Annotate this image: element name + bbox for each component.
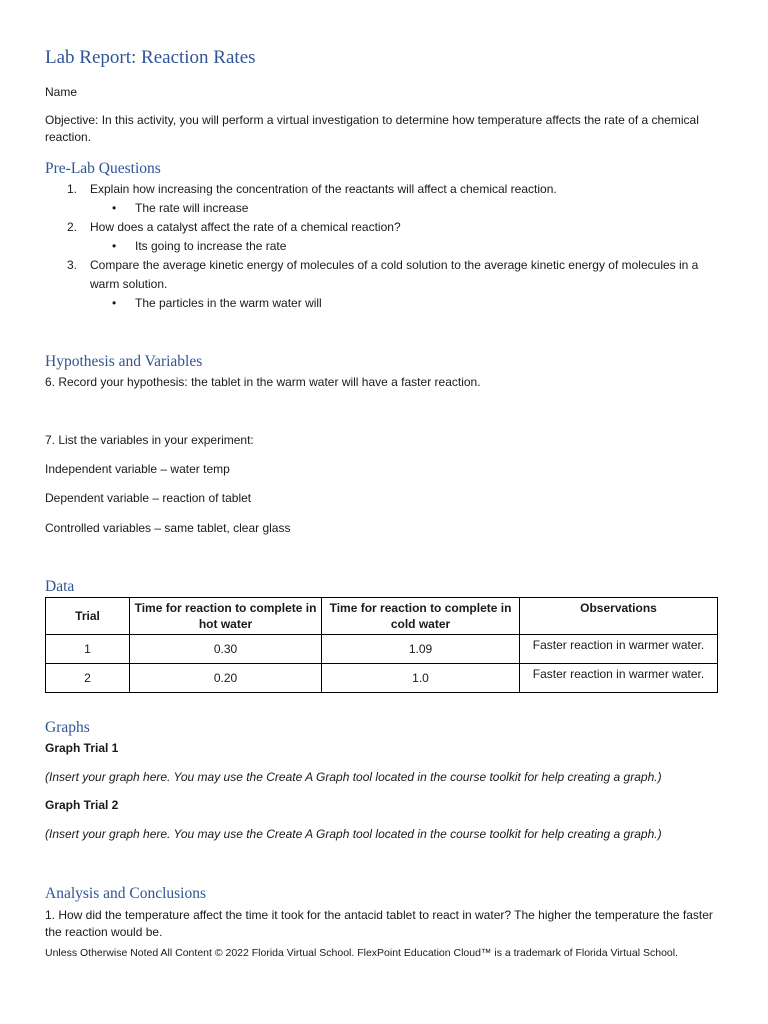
column-header: Trial — [46, 598, 130, 635]
data-table — [45, 597, 718, 693]
prelab-question-list — [45, 180, 725, 313]
graph-trial-1-label: Graph Trial 1 — [45, 741, 119, 755]
name-label: Name — [45, 85, 78, 99]
table-cell: 1.09 — [322, 635, 520, 664]
bullet-icon: • — [112, 296, 117, 310]
prelab-heading: Pre-Lab Questions — [45, 160, 161, 177]
page-footer: Unless Otherwise Noted All Content © 2022 Florida Virtual School. FlexPoint Education Cloud™ is a trademark of Florida Virtual School. — [45, 947, 678, 959]
dependent-variable: Dependent variable – reaction of tablet — [45, 491, 252, 505]
bullet-icon: • — [112, 239, 117, 253]
hypothesis-text: 6. Record your hypothesis: the tablet in the warm water will have a faster reaction. — [45, 375, 481, 389]
objective-text: Objective: In this activity, you will perform a virtual investigation to determine how temperature affects the rate of a chemical reaction. — [45, 113, 699, 144]
answer-text: Its going to increase the rate — [135, 239, 287, 253]
table-cell: 1.0 — [322, 664, 520, 693]
controlled-variables: Controlled variables – same tablet, clear glass — [45, 521, 291, 535]
independent-variable: Independent variable – water temp — [45, 462, 230, 476]
table-cell: 0.20 — [130, 664, 322, 693]
prelab-question: 2. How does a catalyst affect the rate of a chemical reaction? • Its going to increase the rate — [45, 218, 725, 256]
hypothesis-heading: Hypothesis and Variables — [45, 353, 203, 370]
bullet-icon: • — [112, 201, 117, 215]
graphs-heading: Graphs — [45, 719, 90, 736]
variables-label: 7. List the variables in your experiment: — [45, 433, 254, 447]
graph-trial-2-note: (Insert your graph here. You may use the Create A Graph tool located in the course toolkit for help creating a graph.) — [45, 827, 662, 841]
table-cell: 1 — [46, 635, 130, 664]
table-cell: Faster reaction in warmer water. — [520, 664, 718, 693]
column-header: Time for reaction to complete in cold water — [322, 598, 520, 635]
table-cell: 2 — [46, 664, 130, 693]
table-row — [46, 664, 718, 693]
answer-text: The rate will increase — [135, 201, 249, 215]
prelab-question: 3. Compare the average kinetic energy of molecules of a cold solution to the average kinetic energy of molecules in a warm solution. • The particles in the warm water will — [45, 256, 725, 313]
table-cell: 0.30 — [130, 635, 322, 664]
question-text: Compare the average kinetic energy of molecules of a cold solution to the average kinetic energy of molecules in a warm solution. — [90, 258, 699, 291]
question-text: Explain how increasing the concentration of the reactants will affect a chemical reaction. — [90, 182, 557, 196]
data-heading: Data — [45, 578, 75, 595]
column-header: Time for reaction to complete in hot water — [130, 598, 322, 635]
table-row — [46, 635, 718, 664]
table-header-row — [46, 598, 718, 635]
page-title: Lab Report: Reaction Rates — [45, 47, 256, 68]
analysis-question-1: 1. How did the temperature affect the time it took for the antacid tablet to react in water? The higher the temperature the faster the reaction would be. — [45, 908, 713, 939]
prelab-question: 1. Explain how increasing the concentration of the reactants will affect a chemical reaction. • The rate will increase — [45, 180, 725, 218]
graph-trial-1-note: (Insert your graph here. You may use the Create A Graph tool located in the course toolkit for help creating a graph.) — [45, 770, 662, 784]
answer-text: The particles in the warm water will — [135, 296, 322, 310]
table-cell: Faster reaction in warmer water. — [520, 635, 718, 664]
analysis-heading: Analysis and Conclusions — [45, 885, 207, 902]
column-header: Observations — [520, 598, 718, 635]
question-text: How does a catalyst affect the rate of a chemical reaction? — [90, 220, 401, 234]
graph-trial-2-label: Graph Trial 2 — [45, 798, 119, 812]
